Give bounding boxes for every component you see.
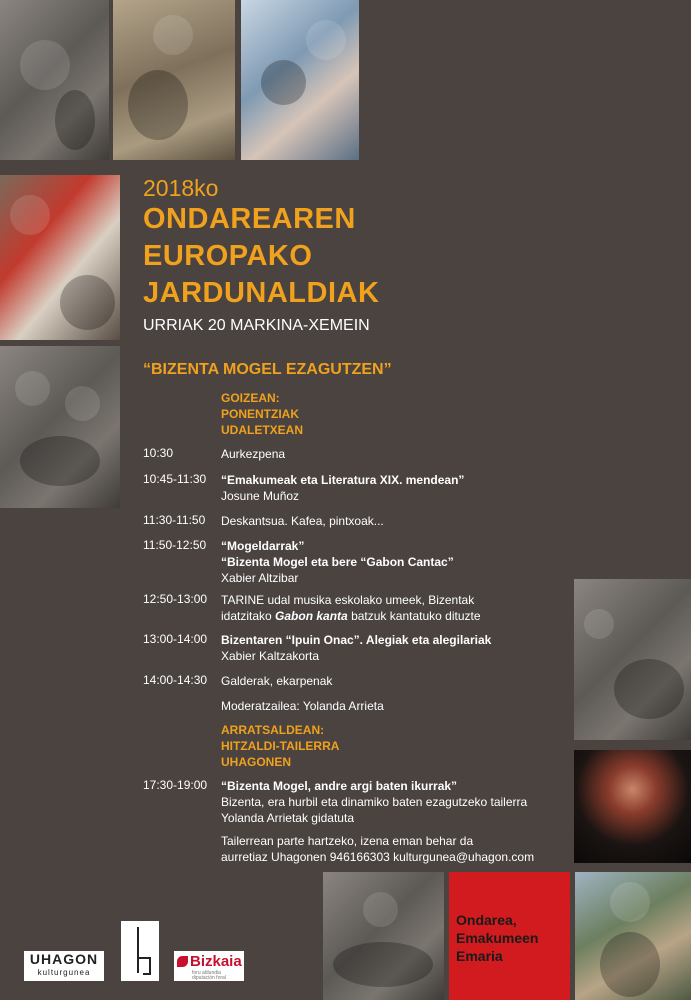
item-6: Bizentaren “Ipuin Onac”. Alegiak eta alegilariak Xabier Kaltzakorta: [221, 633, 492, 663]
photo-women-sewing: [0, 0, 109, 160]
title-line-3: JARDUNALDIAK: [143, 277, 380, 309]
date-place: URRIAK 20 MARKINA-XEMEIN: [143, 317, 370, 334]
item-7: Galderak, ekarpenak: [221, 674, 333, 688]
heritage-label-box: Ondarea, Emakumeen Emaria: [449, 872, 570, 1000]
afternoon-head: ARRATSALDEAN: HITZALDI-TAILERRA UHAGONEN: [221, 723, 340, 769]
item-4: “Mogeldarrak” “Bizenta Mogel eta bere “Gabon Cantac” Xabier Altzibar: [221, 539, 454, 585]
photo-classroom: [323, 872, 444, 1000]
time-1: 10:30: [143, 446, 174, 460]
uhagon-logo: UHAGON kulturgunea: [24, 951, 104, 981]
item-8: “Bizenta Mogel, andre argi baten ikurrak” Bizenta, era hurbil eta dinamiko baten ezagutzeko tailerra Yolanda Arrietak gidatuta: [221, 779, 528, 825]
item-3: Deskantsua. Kafea, pintxoak...: [221, 514, 384, 528]
moderator: Moderatzailea: Yolanda Arrieta: [221, 699, 384, 713]
time-4: 11:50-12:50: [143, 538, 207, 552]
bizkaia-leaf-icon: [177, 956, 188, 967]
photo-old-woman: [575, 872, 691, 1000]
item-5: TARINE udal musika eskolako umeek, Bizentak idatzitako Gabon kanta batzuk kantatuko dituzte: [221, 593, 481, 623]
title-line-2: EUROPAKO: [143, 240, 313, 272]
time-7: 14:00-14:30: [143, 673, 208, 687]
time-2: 10:45-11:30: [143, 472, 207, 486]
photo-singer: [574, 750, 691, 863]
registration-note: Tailerrean parte hartzeko, izena eman behar da aurretiaz Uhagonen 946166303 kulturgunea@uhagon.com: [221, 834, 535, 864]
time-5: 12:50-13:00: [143, 592, 208, 606]
event-title: “BIZENTA MOGEL EZAGUTZEN”: [143, 361, 392, 378]
markina-logo: [121, 921, 159, 981]
photo-woman-rope: [0, 175, 120, 340]
time-3: 11:30-11:50: [143, 513, 206, 527]
item-1: Aurkezpena: [221, 447, 286, 461]
photo-women-working: [0, 346, 120, 508]
title-line-1: ONDAREAREN: [143, 203, 356, 235]
time-8: 17:30-19:00: [143, 778, 208, 792]
photo-woman-basket: [113, 0, 235, 160]
photo-girls-sport: [241, 0, 359, 160]
photo-workshop: [574, 579, 691, 740]
morning-head: GOIZEAN: PONENTZIAK UDALETXEAN: [221, 391, 304, 437]
bizkaia-logo: Bizkaia foru aldundia diputación foral: [174, 951, 244, 981]
item-2: “Emakumeak eta Literatura XIX. mendean” Josune Muñoz: [221, 473, 465, 503]
year-label: 2018ko: [143, 175, 219, 201]
time-6: 13:00-14:00: [143, 632, 208, 646]
